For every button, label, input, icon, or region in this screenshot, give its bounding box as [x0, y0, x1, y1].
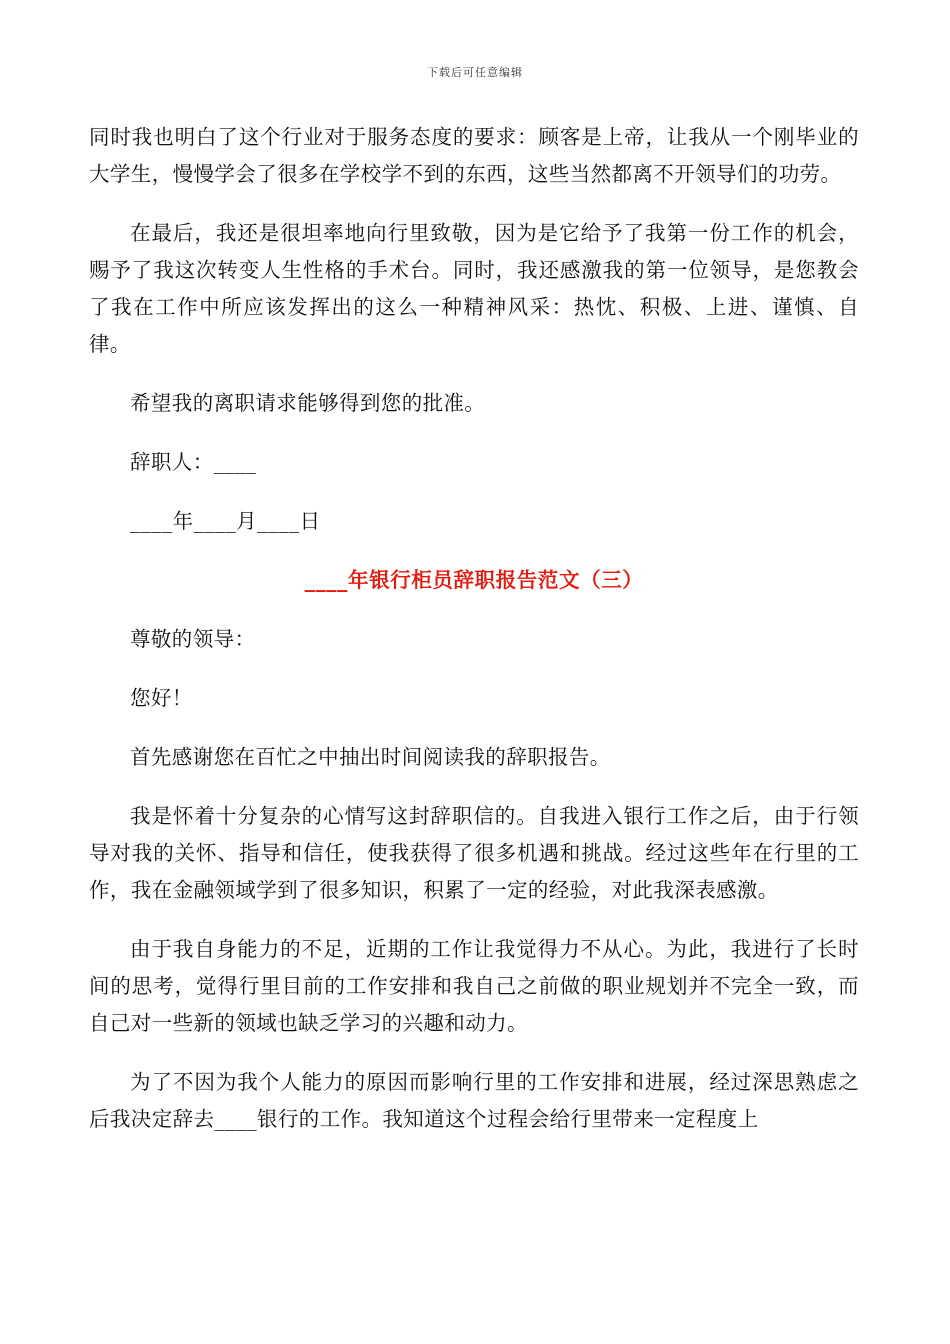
- paragraph-decision: 为了不因为我个人能力的原因而影响行里的工作安排和进展，经过深思熟虑之后我决定辞去____银行的工作。我知道这个过程会给行里带来一定程度上: [89, 1070, 859, 1131]
- paragraph-mood: 我是怀着十分复杂的心情写这封辞职信的。自我进入银行工作之后，由于行领导对我的关怀、指导和信任，使我获得了很多机遇和挑战。经过这些年在行里的工作，我在金融领域学到了很多知识，积累了一定的经验，对此我深表感激。: [89, 804, 859, 902]
- greeting: 您好！: [130, 686, 193, 710]
- signer-line: 辞职人：____: [130, 450, 257, 474]
- document-body: [89, 119, 859, 1160]
- paragraph-request: 希望我的离职请求能够得到您的批准。: [130, 391, 486, 415]
- salutation: 尊敬的领导：: [130, 627, 256, 651]
- date-line: ____年____月____日: [130, 509, 321, 533]
- paragraph-thanks: 首先感谢您在百忙之中抽出时间阅读我的辞职报告。: [130, 745, 611, 769]
- paragraph-reason: 由于我自身能力的不足，近期的工作让我觉得力不从心。为此，我进行了长时间的思考，觉得行里目前的工作安排和我自己之前做的职业规划并不完全一致，而自己对一些新的领域也缺乏学习的兴趣和动力。: [89, 937, 859, 1035]
- paragraph-gratitude: 在最后，我还是很坦率地向行里致敬，因为是它给予了我第一份工作的机会，赐予了我这次转变人生性格的手术台。同时，我还感激我的第一位领导，是您教会了我在工作中所应该发挥出的这么一种精神风采：热忱、积极、上进、谨慎、自律。: [89, 221, 859, 356]
- paragraph-continuation: 同时我也明白了这个行业对于服务态度的要求：顾客是上帝，让我从一个刚毕业的大学生，慢慢学会了很多在学校学不到的东西，这些当然都离不开领导们的功劳。: [89, 125, 859, 186]
- section-title: ____年银行柜员辞职报告范文（三）: [304, 568, 644, 592]
- header-note: 下载后可任意编辑: [427, 66, 523, 79]
